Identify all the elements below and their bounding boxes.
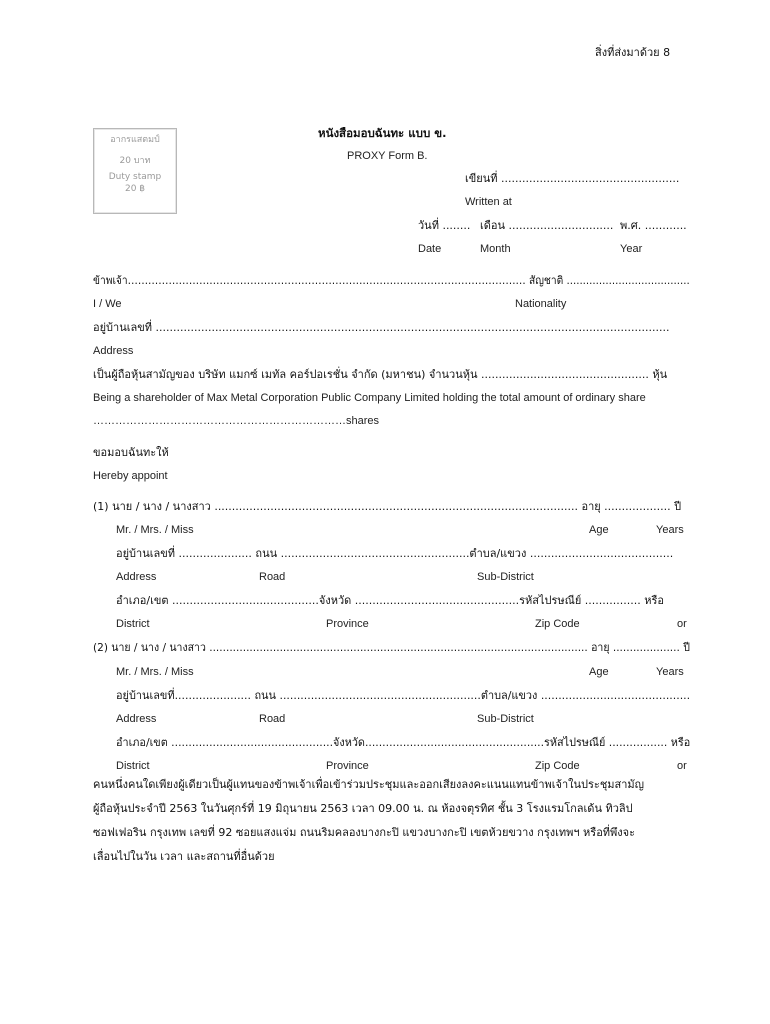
proxy1-title-en: Mr. / Mrs. / Miss <box>116 524 194 536</box>
proxy2-district-field[interactable]: อำเภอ/เขต ...............................................จังหวัด....................................................รหัสไปรษณีย์ ................. หรือ <box>116 736 691 749</box>
proxy1-province-en: Province <box>326 618 369 630</box>
proxy1-or-en: or <box>677 618 687 630</box>
appoint-label-th: ขอมอบฉันทะให้ <box>93 446 169 459</box>
paragraph-line-3: ซอฟเฟอริน กรุงเทพ เลขที่ 92 ซอยแสงแจ่ม ถนนริมคลองบางกะปิ แขวงบางกะปิ เขตห้วยขวาง กรุงเทพฯ หรือที่พึงจะ <box>93 826 636 839</box>
proxy1-zip-en: Zip Code <box>535 618 580 630</box>
proxy2-years-en: Years <box>656 666 684 678</box>
shareholder-holding-field[interactable]: เป็นผู้ถือหุ้นสามัญของ บริษัท แมกซ์ เมทัล คอร์ปอเรชั่น จำกัด (มหาชน) จำนวนหุ้น ................................................ หุ้น <box>93 368 668 381</box>
proxy2-address-en: Address <box>116 713 157 725</box>
stamp-th-label: อากรแสตมป์ <box>110 135 160 145</box>
proxy1-district-en: District <box>116 618 150 630</box>
proxy2-or-en: or <box>677 760 687 772</box>
written-at-label-en: Written at <box>465 196 512 208</box>
shares-field-en[interactable]: ……………………………………………………………shares <box>93 415 380 427</box>
proxy2-district-en: District <box>116 760 150 772</box>
proxy1-age-en: Age <box>589 524 609 536</box>
stamp-en-amount: 20 ฿ <box>124 184 146 194</box>
form-title-th: หนังสือมอบฉันทะ แบบ ข. <box>318 126 447 140</box>
i-we-label-en: I / We <box>93 298 122 310</box>
date-year-field[interactable]: พ.ศ. ............ <box>620 219 687 232</box>
proxy2-address-field[interactable]: อยู่บ้านเลขที่...................... ถนน ..........................................................ตำบล/แขวง ........................................... <box>116 689 691 702</box>
attachment-label: สิ่งที่ส่งมาด้วย 8 <box>595 46 671 59</box>
shareholder-name-field[interactable]: ข้าพเจ้า……………………………………………………………………………………………………… สัญชาติ ...................................... <box>93 274 690 287</box>
proxy2-zip-en: Zip Code <box>535 760 580 772</box>
proxy2-name-field[interactable]: (2) นาย / นาง / นางสาว ................................................................................................................. อายุ .................... ปี <box>93 641 690 654</box>
proxy2-road-en: Road <box>259 713 286 725</box>
proxy1-road-en: Road <box>259 571 286 583</box>
appoint-label-en: Hereby appoint <box>93 470 168 482</box>
proxy2-province-en: Province <box>326 760 369 772</box>
proxy2-age-en: Age <box>589 666 609 678</box>
stamp-en-label: Duty stamp <box>108 172 162 182</box>
date-label-en: Date <box>418 243 442 255</box>
date-month-field[interactable]: เดือน .............................. <box>480 219 614 232</box>
proxy2-subdistrict-en: Sub-District <box>477 713 534 725</box>
proxy1-district-field[interactable]: อำเภอ/เขต ..........................................จังหวัด ...............................................รหัสไปรษณีย์ ................ หรือ <box>116 594 665 607</box>
proxy1-address-field[interactable]: อยู่บ้านเลขที่ ..................... ถนน ......................................................ตำบล/แขวง ......................................... <box>116 547 674 560</box>
form-title-en: PROXY Form B. <box>347 150 428 162</box>
proxy1-subdistrict-en: Sub-District <box>477 571 534 583</box>
proxy1-name-field[interactable]: (1) นาย / นาง / นางสาว ........................................................................................................ อายุ ................... ปี <box>93 500 682 513</box>
date-day-field[interactable]: วันที่ ........ <box>418 219 471 232</box>
proxy1-years-en: Years <box>656 524 684 536</box>
proxy2-title-en: Mr. / Mrs. / Miss <box>116 666 194 678</box>
month-label-en: Month <box>480 243 511 255</box>
duty-stamp-box <box>93 128 177 214</box>
nationality-label-en: Nationality <box>515 298 567 310</box>
stamp-th-amount: 20 บาท <box>119 156 151 166</box>
address-label-en: Address <box>93 345 134 357</box>
year-label-en: Year <box>620 243 643 255</box>
paragraph-line-1: คนหนึ่งคนใดเพียงผู้เดียวเป็นผู้แทนของข้าพเจ้าเพื่อเข้าร่วมประชุมและออกเสียงลงคะแนนแทนข้าพเจ้าในประชุมสามัญ <box>93 778 645 791</box>
proxy1-address-en: Address <box>116 571 157 583</box>
paragraph-line-4: เลื่อนไปในวัน เวลา และสถานที่อื่นด้วย <box>93 850 275 863</box>
shareholder-address-field[interactable]: อยู่บ้านเลขที่ ................................................................................................................................................... <box>93 321 670 334</box>
paragraph-line-2: ผู้ถือหุ้นประจำปี 2563 ในวันศุกร์ที่ 19 มิถุนายน 2563 เวลา 09.00 น. ณ ห้องจตุรทิศ ชั้น 3 โรงแรมโกลเด้น ทิวลิป <box>93 802 633 815</box>
shareholder-holding-en: Being a shareholder of Max Metal Corporation Public Company Limited holding the total amount of ordinary share <box>93 392 646 404</box>
written-at-field[interactable]: เขียนที่ ................................................... <box>465 172 680 185</box>
